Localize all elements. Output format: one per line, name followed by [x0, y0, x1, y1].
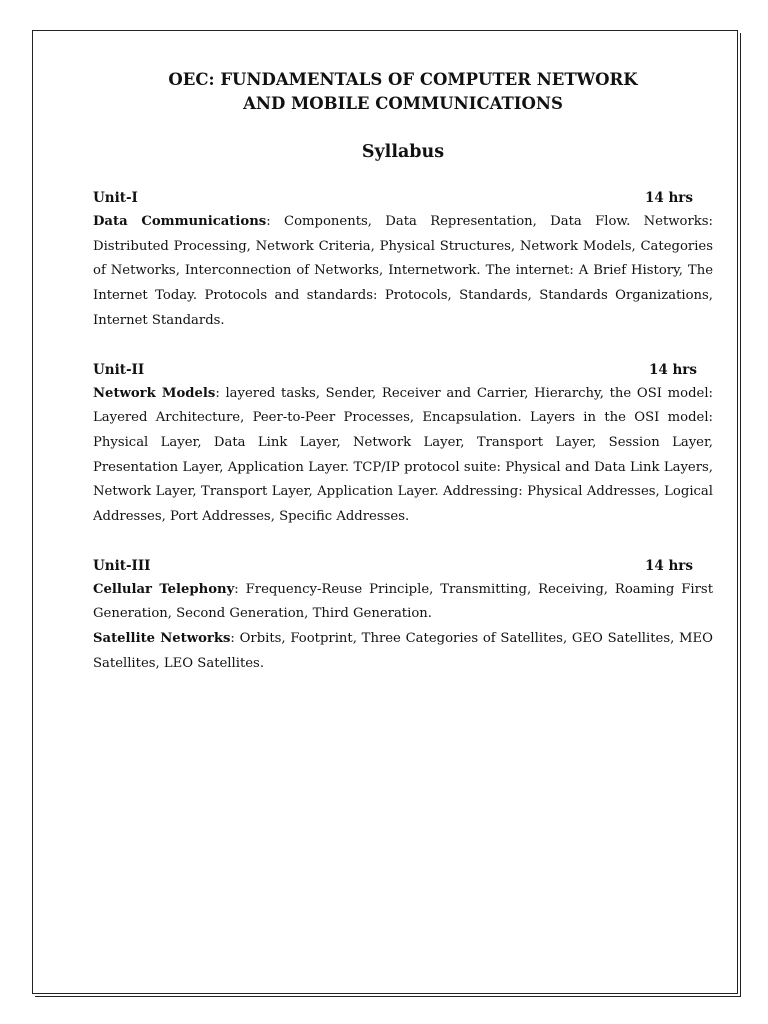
topic-lead: Cellular Telephony: [93, 581, 235, 597]
topic-lead: Satellite Networks: [93, 631, 231, 647]
unit-section-1: [93, 186, 713, 334]
title-line-1: OEC: FUNDAMENTALS OF COMPUTER NETWORK: [168, 70, 638, 89]
unit-header: [93, 554, 713, 578]
unit-section-3: [93, 554, 713, 677]
syllabus-heading: Syllabus: [361, 142, 445, 162]
document-content: [93, 68, 713, 677]
document-title: [93, 68, 713, 116]
unit-paragraph: [93, 382, 713, 530]
unit-hours: 14 hrs: [644, 190, 693, 206]
title-line-2: AND MOBILE COMMUNICATIONS: [243, 94, 563, 113]
topic-text: : Frequency-Reuse Principle, Transmitting, Receiving, Roaming First Generation, Second Generation, Third Generation.: [93, 581, 713, 622]
unit-name: Unit-III: [93, 557, 151, 574]
topic-lead: Data Communications: [93, 214, 267, 229]
unit-paragraph: [93, 627, 713, 676]
unit-name: Unit-II: [93, 361, 145, 378]
unit-hours: 14 hrs: [644, 557, 693, 574]
unit-paragraph: [93, 578, 713, 627]
unit-section-2: [93, 358, 713, 530]
unit-name: Unit-I: [93, 190, 138, 206]
unit-header: [93, 186, 713, 210]
topic-lead: Network Models: [93, 385, 216, 401]
topic-text: : Components, Data Representation, Data Flow. Networks: Distributed Processing, Network Criteria, Physical Structures, Network Models, Categories of Networks, Interconnection of Networks, Internetwork. The internet: A Brief History, The Internet Today. Protocols and standards: Protocols, Standards, Standards Organizations, Internet Standards.: [93, 214, 714, 328]
unit-header: [93, 358, 713, 382]
unit-paragraph: [93, 210, 713, 334]
topic-text: : Orbits, Footprint, Three Categories of Satellites, GEO Satellites, MEO Satellites, LEO Satellites.: [93, 631, 713, 671]
topic-text: : layered tasks, Sender, Receiver and Carrier, Hierarchy, the OSI model: Layered Architecture, Peer-to-Peer Processes, Encapsulation. Layers in the OSI model: Physical Layer, Data Link Layer, Network Layer, Transport Layer, Session Layer, Presentation Layer, Application Layer. TCP/IP protocol suite: Physical and Data Link Layers, Network Layer, Transport Layer, Application Layer. Addressing: Physical Addresses, Logical Addresses, Port Addresses, Specific Addresses.: [93, 385, 713, 525]
unit-hours: 14 hrs: [648, 361, 697, 378]
